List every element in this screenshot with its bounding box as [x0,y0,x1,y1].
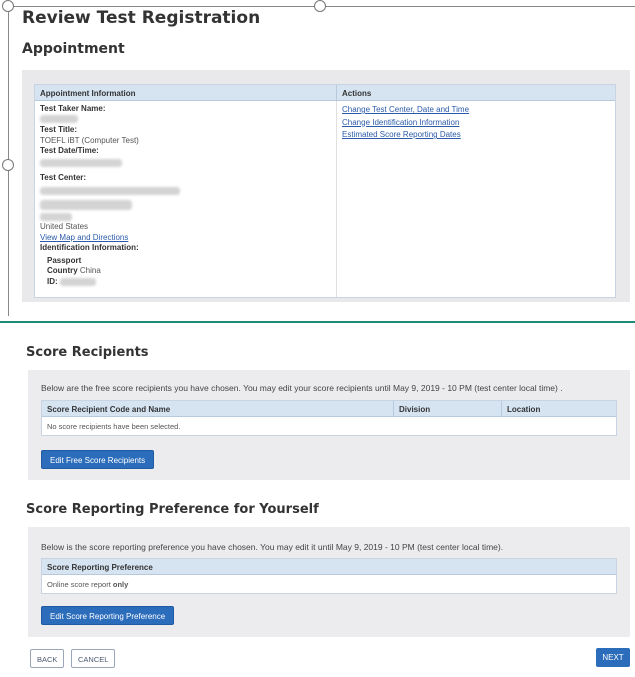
country-value: China [79,266,101,276]
redacted-city [40,213,72,221]
col-score-reporting-preference: Score Reporting Preference [47,563,153,572]
score-recipients-title: Score Recipients [26,345,149,360]
test-title-label: Test Title: [40,125,78,134]
score-reporting-intro: Below is the score reporting preference you have chosen. You may edit it until May 9, 2019 - 10 PM (test center local time). [41,542,504,552]
next-button[interactable]: NEXT [596,648,630,667]
appointment-table [34,84,616,298]
col-location: Location [507,405,541,414]
table-row [42,575,616,593]
score-recipients-panel [28,370,630,480]
score-reporting-title: Score Reporting Preference for Yourself [26,502,319,517]
score-report-bold: only [112,580,129,589]
score-reporting-header [42,559,616,575]
col-recipient-code: Score Recipient Code and Name [42,401,394,416]
test-title-value: TOEFL iBT (Computer Test) [40,135,139,145]
cancel-button[interactable]: CANCEL [71,649,115,668]
redacted-name [40,115,78,123]
col-division: Division [394,401,502,416]
header-appointment-information: Appointment Information [35,85,337,100]
appointment-details [35,101,337,297]
test-center-label: Test Center: [40,173,87,182]
country-label: Country [47,266,78,276]
test-taker-label: Test Taker Name: [40,104,106,113]
score-reporting-panel [28,527,630,637]
resize-handle-icon[interactable] [314,0,326,12]
edit-score-reporting-button[interactable]: Edit Score Reporting Preference [41,606,174,625]
table-row: No score recipients have been selected. [47,422,181,431]
resize-handle-icon[interactable] [2,159,14,171]
appointment-screenshot [0,0,635,322]
appointment-heading: Appointment [22,41,125,57]
test-datetime-label: Test Date/Time: [40,146,99,155]
score-reporting-table [41,558,617,594]
score-recipients-header [42,401,616,417]
redacted-address [40,200,132,210]
actions-column [337,101,474,297]
appointment-table-header [35,85,615,101]
score-recipients-table [41,400,617,436]
resize-handle-icon[interactable] [2,0,14,12]
back-button[interactable]: BACK [30,649,64,668]
score-recipients-intro: Below are the free score recipients you have chosen. You may edit your score recipients until May 9, 2019 - 10 PM (test center local time) . [41,383,563,393]
redacted-id [60,278,96,286]
estimated-score-dates-link[interactable]: Estimated Score Reporting Dates [342,130,461,139]
score-report-text: Online score report [47,580,113,589]
redacted-center-name [40,187,180,195]
page-title: Review Test Registration [22,8,261,28]
test-center-country: United States [40,222,89,232]
change-test-center-link[interactable]: Change Test Center, Date and Time [342,105,470,114]
id-label: ID: [47,276,58,286]
view-map-link[interactable]: View Map and Directions [40,232,129,242]
edit-score-recipients-button[interactable]: Edit Free Score Recipients [41,450,154,469]
redacted-datetime [40,159,122,167]
section-divider [0,321,635,323]
id-type: Passport [47,255,82,265]
identification-label: Identification Information: [40,243,139,253]
change-identification-link[interactable]: Change Identification Information [342,117,460,127]
header-actions: Actions [342,89,372,98]
